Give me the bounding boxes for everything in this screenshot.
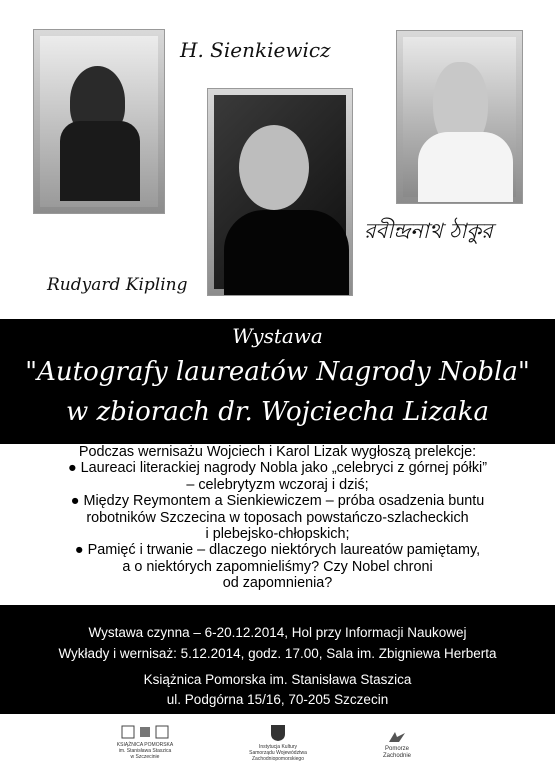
ksiaznica-crest-icon [120, 724, 170, 740]
info-address: ul. Podgórna 15/16, 70-205 Szczecin [166, 692, 389, 707]
logo-pomorze [367, 730, 427, 760]
photo-kipling [207, 88, 353, 296]
info-banner [0, 605, 555, 714]
lectures-intro: Podczas wernisażu Wojciech i Karol Lizak wygłoszą prelekcje: [78, 444, 477, 460]
signature-kipling: Rudyard Kipling [47, 275, 188, 295]
logo-instytucja-line2: Samorządu Województwa [249, 750, 307, 756]
griffin-crest-icon [270, 724, 286, 742]
signature-sienkiewicz: H. Sienkiewicz [180, 38, 331, 62]
lecture-item-3 [0, 542, 555, 558]
logo-pomorze-line1: Pomorze [384, 746, 409, 752]
logo-ksiaznica-line2: im. Stanisława Staszica [118, 748, 172, 754]
logo-ksiaznica-line3: w Szczecinie [130, 754, 160, 760]
logo-instytucja [233, 724, 323, 762]
lectures-block [0, 444, 555, 592]
logo-instytucja-line1: Instytucja Kultury [258, 744, 298, 750]
signature-tagore: রবীন্দ্রনাথ ঠাকুর [364, 219, 493, 243]
logo-ksiaznica [100, 724, 190, 760]
photo-sienkiewicz [33, 29, 165, 214]
bullet-2: ● [70, 493, 80, 510]
logo-instytucja-line3: Zachodniopomorskiego [252, 756, 304, 762]
lecture-item-1 [0, 460, 555, 476]
logo-ksiaznica-line1: KSIĄŻNICA POMORSKA [116, 742, 174, 748]
title-banner [0, 319, 555, 444]
banner-title-line1: "Autografy laureatów Nagrody Nobla" [25, 357, 530, 387]
photo-tagore-image [403, 37, 516, 197]
lecture-item-3-line3: od zapomnienia? [222, 575, 333, 592]
lecture-item-3-line1: Pamięć i trwanie – dlaczego niektórych laureatów pamiętamy, [87, 542, 481, 559]
lecture-item-2 [0, 493, 555, 509]
lecture-item-2-line2: robotników Szczecina w toposach powstańczo-szlacheckich [86, 509, 469, 526]
photo-tagore [396, 30, 523, 204]
bullet-3: ● [74, 542, 84, 559]
lecture-item-1-line2: – celebrytyzm wczoraj i dziś; [186, 476, 369, 493]
pomorze-mark-icon [387, 730, 407, 744]
info-dates: Wystawa czynna – 6-20.12.2014, Hol przy Informacji Naukowej [88, 625, 467, 640]
lecture-item-1-line1: Laureaci literackiej nagrody Nobla jako „celebryci z górnej półki” [80, 460, 488, 477]
banner-label: Wystawa [232, 324, 323, 348]
photo-sienkiewicz-image [40, 36, 158, 207]
info-lectures: Wykłady i wernisaż: 5.12.2014, godz. 17.00, Sala im. Zbigniewa Herberta [58, 646, 497, 661]
lecture-item-2-line3: i plebejsko-chłopskich; [205, 526, 350, 543]
bullet-1: ● [67, 460, 77, 477]
lecture-item-2-line1: Między Reymontem a Sienkiewiczem – próba osadzenia buntu [83, 493, 485, 510]
info-venue: Książnica Pomorska im. Stanisława Staszica [143, 672, 412, 687]
logo-pomorze-line2: Zachodnie [382, 753, 412, 759]
photo-kipling-image [214, 95, 346, 289]
lecture-item-3-line2: a o niektórych zapomnieliśmy? Czy Nobel chroni [122, 558, 433, 575]
banner-title-line2: w zbiorach dr. Wojciecha Lizaka [65, 397, 490, 427]
